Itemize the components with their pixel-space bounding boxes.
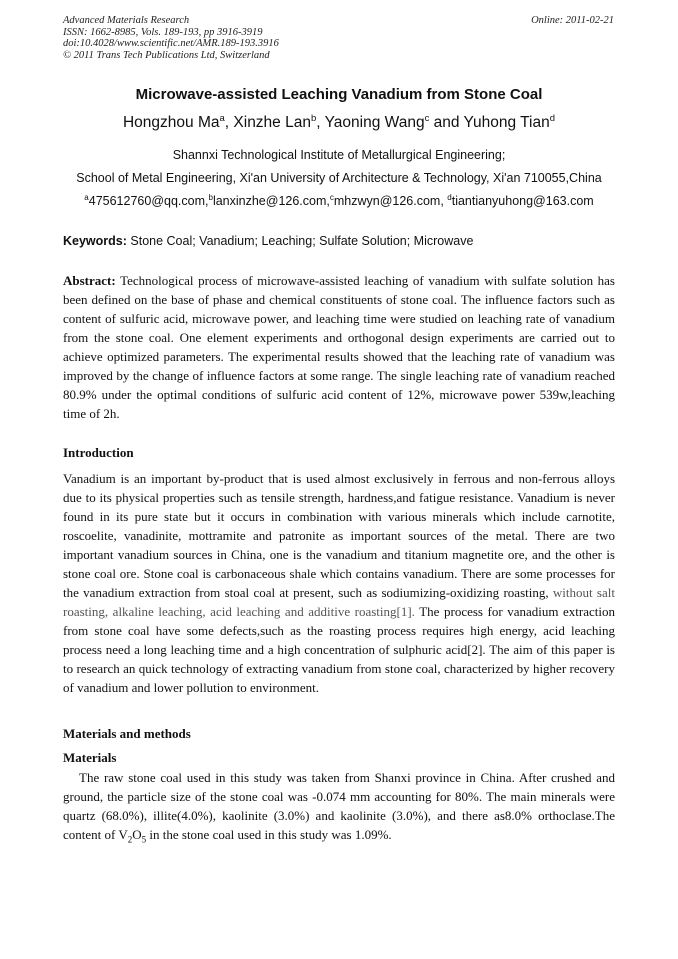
methods-heading: Materials and methods bbox=[63, 726, 191, 741]
materials-paragraph bbox=[63, 768, 615, 850]
email-address: tiantianyuhong@163.com bbox=[451, 194, 594, 209]
issn-line: ISSN: 1662-8985, Vols. 189-193, pp 3916-3919 bbox=[63, 26, 263, 38]
author-name: Hongzhou Ma bbox=[122, 114, 220, 132]
materials-text-end: in the stone coal used in this study was 1.09%. bbox=[146, 827, 392, 842]
doi-line: doi:10.4028/www.scientific.net/AMR.189-193.3916 bbox=[63, 38, 279, 49]
introduction-heading: Introduction bbox=[63, 445, 134, 460]
journal-header bbox=[63, 15, 279, 61]
introduction-paragraph bbox=[63, 469, 615, 697]
abstract-label: Abstract: bbox=[63, 273, 116, 288]
abstract bbox=[63, 271, 615, 423]
author-name: Xinzhe Lan bbox=[233, 114, 311, 132]
copyright-line: © 2011 Trans Tech Publications Ltd, Switzerland bbox=[63, 49, 270, 61]
online-date: Online: 2011-02-21 bbox=[531, 15, 614, 26]
intro-text: Vanadium is an important by-product that is used almost exclusively in ferrous and non-ferrous alloys due to its physical properties such as tensile strength, hardness,and fatigue resistance. Vanadium is never found in its pure state but it occurs in combination with various minerals which include carnotite, roscoelite, vanadinite, mottramite and patronite as important sources of the metal. There are two important vanadium sources in China, one is the vanadium and titanium magnetite ore, and the other is stone coal ore. Stone coal is carbonaceous shale which contains vanadium. There are some processes for the vanadium extraction from stoal coal at present, such as sodiumizing-oxidizing roasting, bbox=[63, 471, 615, 600]
intro-text-end: The process for vanadium extraction from stone coal have some defects,such as the roasting process requires high energy, acid leaching process need a long leaching time and a high concentration of sulphuric acid[2]. The aim of this paper is to research an quick technology of extracting vanadium from stone coal, characterized by higher recovery of vanadium and lower pollution to environment. bbox=[63, 604, 615, 695]
email-sup: c bbox=[329, 193, 334, 202]
author-name: Yuhong Tian bbox=[463, 114, 550, 132]
email-address: 475612760@qq.com, bbox=[88, 194, 209, 209]
materials-text: The raw stone coal used in this study was taken from Shanxi province in China. After crushed and ground, the particle size of the stone coal was -0.074 mm accounting for 80%. The main minerals were quartz (68.0%), illite(4.0%), kaolinite (3.0%) and kaolinite (3.0%), and there as8.0% orthoclase.The content of V bbox=[63, 770, 615, 842]
keywords-text: Stone Coal; Vanadium; Leaching; Sulfate Solution; Microwave bbox=[126, 234, 474, 248]
email-sup: a bbox=[84, 193, 89, 202]
journal-name: Advanced Materials Research bbox=[63, 15, 190, 26]
keywords-label: Keywords: bbox=[63, 234, 127, 248]
author-sup: b bbox=[310, 113, 317, 124]
email-address: lanxinzhe@126.com, bbox=[212, 194, 330, 209]
v2o5-subscript: 2 bbox=[127, 834, 133, 845]
paper-title: Microwave-assisted Leaching Vanadium from Stone Coal bbox=[135, 86, 543, 103]
author-name: Yaoning Wang bbox=[324, 114, 425, 132]
author-list bbox=[0, 113, 678, 132]
keywords bbox=[63, 234, 623, 248]
email-list bbox=[0, 193, 678, 208]
v2o5-o: O bbox=[132, 827, 142, 842]
affiliation-2: School of Metal Engineering, Xi'an University of Architecture & Technology, Xi'an 710055,China bbox=[76, 171, 602, 185]
materials-heading: Materials bbox=[63, 750, 117, 765]
email-sup: b bbox=[208, 193, 213, 202]
author-sup: a bbox=[219, 113, 225, 124]
abstract-text: Technological process of microwave-assisted leaching of vanadium with sulfate solution has been defined on the base of phase and chemical constituents of stone coal. The influence factors such as content of sulfuric acid, microwave power, and leaching time were studied on leaching rate of vanadium from the stone coal. One element experiments and orthogonal design experiments are carried out to achieve optimized parameters. The experimental results showed that the leaching rate of vanadium was improved by the change of influence factors at some range. The single leaching rate of vanadium reached 80.9% under the optimal conditions of sulfuric acid content of 12%, microwave power 539w,leaching time of 2h. bbox=[63, 273, 615, 421]
author-sup: d bbox=[549, 113, 556, 124]
author-sep: and bbox=[429, 114, 464, 132]
affiliation-1: Shannxi Technological Institute of Metallurgical Engineering; bbox=[172, 148, 506, 162]
intro-text-gray: without salt roasting, alkaline leaching, acid leaching and additive roasting[1]. bbox=[63, 585, 615, 619]
email-address: mhzwyn@126.com, bbox=[333, 194, 448, 209]
author-sep: , bbox=[224, 114, 234, 132]
v2o5-subscript: 5 bbox=[141, 834, 147, 845]
author-sep: , bbox=[316, 114, 325, 132]
author-sup: c bbox=[424, 113, 430, 124]
email-sup: d bbox=[447, 193, 452, 202]
